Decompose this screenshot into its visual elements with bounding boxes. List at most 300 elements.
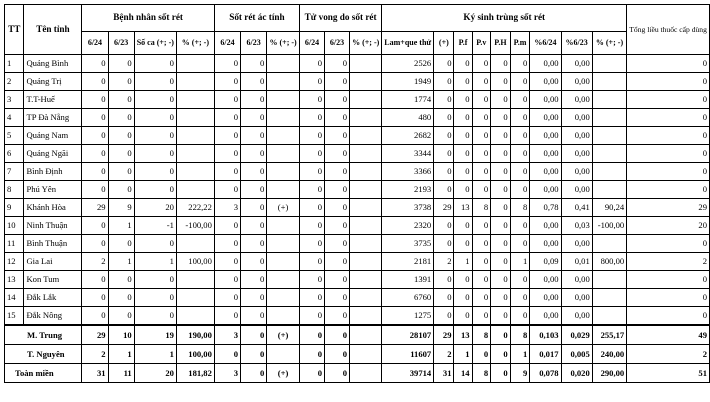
cell-p623: 0,03 bbox=[561, 217, 592, 235]
cell-tv624: 0 bbox=[299, 109, 324, 127]
table-row bbox=[5, 253, 710, 271]
cell-pp bbox=[592, 145, 626, 163]
cell-bnp: 100,00 bbox=[176, 253, 214, 271]
cell-tv623: 0 bbox=[325, 127, 350, 145]
cell-p623: 0,00 bbox=[561, 91, 592, 109]
cell-bnp bbox=[176, 271, 214, 289]
province-name: Kon Tum bbox=[24, 271, 82, 289]
cell-ph: 0 bbox=[491, 145, 511, 163]
cell-ac623: 0 bbox=[241, 145, 267, 163]
cell-bn623: 0 bbox=[108, 91, 134, 109]
cell-pm: 0 bbox=[510, 55, 530, 73]
cell-ac623: 0 bbox=[241, 73, 267, 91]
cell-acp bbox=[267, 91, 300, 109]
header-total-drug: Tổng liều thuốc cấp dùng bbox=[627, 5, 710, 55]
cell-pm: 0 bbox=[510, 271, 530, 289]
cell-ac624: 0 bbox=[214, 91, 240, 109]
summary-tv624: 0 bbox=[299, 325, 324, 345]
cell-tv624: 0 bbox=[299, 271, 324, 289]
table-row bbox=[5, 109, 710, 127]
summary-p624: 0,017 bbox=[530, 345, 561, 364]
cell-lam: 3735 bbox=[382, 235, 434, 253]
cell-bnd: 0 bbox=[134, 163, 176, 181]
cell-p624: 0,00 bbox=[530, 217, 561, 235]
summary-row bbox=[5, 345, 710, 364]
cell-ph: 0 bbox=[491, 127, 511, 145]
cell-ac624: 0 bbox=[214, 217, 240, 235]
cell-pos: 0 bbox=[434, 235, 454, 253]
cell-pp bbox=[592, 109, 626, 127]
row-index: 12 bbox=[5, 253, 24, 271]
cell-p624: 0,00 bbox=[530, 73, 561, 91]
header-pct-623: %6/23 bbox=[561, 32, 592, 55]
header-bn-624: 6/24 bbox=[82, 32, 108, 55]
cell-tv623: 0 bbox=[325, 109, 350, 127]
cell-bn624: 0 bbox=[82, 271, 108, 289]
table-row bbox=[5, 73, 710, 91]
cell-bnd: 0 bbox=[134, 127, 176, 145]
header-ac-pct: % (+; -) bbox=[267, 32, 300, 55]
cell-tv624: 0 bbox=[299, 163, 324, 181]
cell-acp bbox=[267, 109, 300, 127]
cell-tvp bbox=[350, 181, 382, 199]
cell-tv624: 0 bbox=[299, 55, 324, 73]
cell-pm: 0 bbox=[510, 307, 530, 326]
cell-tv624: 0 bbox=[299, 217, 324, 235]
cell-pv: 0 bbox=[472, 181, 491, 199]
cell-bn624: 0 bbox=[82, 307, 108, 326]
cell-pv: 0 bbox=[472, 271, 491, 289]
cell-bnp bbox=[176, 145, 214, 163]
cell-bn623: 0 bbox=[108, 73, 134, 91]
cell-pos: 0 bbox=[434, 55, 454, 73]
summary-acp: (+) bbox=[267, 364, 300, 383]
cell-tv624: 0 bbox=[299, 145, 324, 163]
province-name: T.T-Huế bbox=[24, 91, 82, 109]
cell-bn624: 0 bbox=[82, 235, 108, 253]
cell-bnd: 20 bbox=[134, 199, 176, 217]
header-severe: Sốt rét ác tính bbox=[214, 5, 299, 32]
cell-lam: 2526 bbox=[382, 55, 434, 73]
cell-lam: 2181 bbox=[382, 253, 434, 271]
cell-bnp bbox=[176, 109, 214, 127]
cell-pos: 0 bbox=[434, 289, 454, 307]
cell-pf: 0 bbox=[454, 235, 472, 253]
cell-ac624: 0 bbox=[214, 145, 240, 163]
cell-pp bbox=[592, 271, 626, 289]
header-pv: P.v bbox=[472, 32, 491, 55]
row-index: 1 bbox=[5, 55, 24, 73]
summary-p623: 0,020 bbox=[561, 364, 592, 383]
cell-ph: 0 bbox=[491, 181, 511, 199]
cell-ac623: 0 bbox=[241, 289, 267, 307]
cell-bnp bbox=[176, 235, 214, 253]
table-row bbox=[5, 235, 710, 253]
cell-acp bbox=[267, 145, 300, 163]
cell-p624: 0,00 bbox=[530, 181, 561, 199]
cell-bn623: 1 bbox=[108, 253, 134, 271]
cell-lam: 480 bbox=[382, 109, 434, 127]
summary-tvp bbox=[350, 364, 382, 383]
cell-acp: (+) bbox=[267, 199, 300, 217]
header-ac-623: 6/23 bbox=[241, 32, 267, 55]
cell-ac623: 0 bbox=[241, 199, 267, 217]
cell-bn623: 0 bbox=[108, 145, 134, 163]
header-pm: P.m bbox=[510, 32, 530, 55]
cell-pf: 0 bbox=[454, 73, 472, 91]
cell-ac624: 0 bbox=[214, 55, 240, 73]
cell-tv623: 0 bbox=[325, 235, 350, 253]
summary-drug: 49 bbox=[627, 325, 710, 345]
cell-pv: 0 bbox=[472, 55, 491, 73]
cell-pv: 8 bbox=[472, 199, 491, 217]
cell-pm: 0 bbox=[510, 109, 530, 127]
cell-p624: 0,00 bbox=[530, 289, 561, 307]
cell-lam: 1275 bbox=[382, 307, 434, 326]
summary-pm: 1 bbox=[510, 345, 530, 364]
cell-ac624: 0 bbox=[214, 109, 240, 127]
row-index: 5 bbox=[5, 127, 24, 145]
summary-name: Toàn miền bbox=[5, 364, 82, 383]
summary-p623: 0,029 bbox=[561, 325, 592, 345]
summary-lam: 11607 bbox=[382, 345, 434, 364]
cell-bn623: 1 bbox=[108, 217, 134, 235]
summary-acp: (+) bbox=[267, 325, 300, 345]
cell-tvp bbox=[350, 307, 382, 326]
cell-bnd: 0 bbox=[134, 289, 176, 307]
cell-p624: 0,00 bbox=[530, 235, 561, 253]
header-province: Tên tỉnh bbox=[24, 5, 82, 55]
cell-ph: 0 bbox=[491, 109, 511, 127]
cell-bnp: 222,22 bbox=[176, 199, 214, 217]
cell-bn623: 0 bbox=[108, 127, 134, 145]
cell-ac624: 0 bbox=[214, 289, 240, 307]
cell-tv623: 0 bbox=[325, 307, 350, 326]
cell-tv624: 0 bbox=[299, 307, 324, 326]
cell-tvp bbox=[350, 55, 382, 73]
cell-acp bbox=[267, 127, 300, 145]
cell-pf: 0 bbox=[454, 271, 472, 289]
cell-lam: 3344 bbox=[382, 145, 434, 163]
cell-drug: 0 bbox=[627, 163, 710, 181]
cell-p623: 0,00 bbox=[561, 127, 592, 145]
summary-tv623: 0 bbox=[325, 345, 350, 364]
cell-lam: 2193 bbox=[382, 181, 434, 199]
cell-ph: 0 bbox=[491, 271, 511, 289]
province-name: Quảng Bình bbox=[24, 55, 82, 73]
cell-p624: 0,09 bbox=[530, 253, 561, 271]
cell-bn623: 0 bbox=[108, 181, 134, 199]
summary-bnp: 181,82 bbox=[176, 364, 214, 383]
table-row bbox=[5, 307, 710, 326]
cell-ph: 0 bbox=[491, 235, 511, 253]
header-patients: Bệnh nhân sốt rét bbox=[82, 5, 215, 32]
table-row bbox=[5, 289, 710, 307]
cell-pp: -100,00 bbox=[592, 217, 626, 235]
cell-pp bbox=[592, 307, 626, 326]
summary-pf: 14 bbox=[454, 364, 472, 383]
cell-ac624: 0 bbox=[214, 73, 240, 91]
cell-bn624: 0 bbox=[82, 163, 108, 181]
cell-bn624: 0 bbox=[82, 217, 108, 235]
cell-pm: 0 bbox=[510, 235, 530, 253]
cell-pos: 0 bbox=[434, 307, 454, 326]
cell-tvp bbox=[350, 127, 382, 145]
cell-tvp bbox=[350, 109, 382, 127]
header-tv-pct: % (+; -) bbox=[350, 32, 382, 55]
summary-pf: 1 bbox=[454, 345, 472, 364]
cell-bnp bbox=[176, 91, 214, 109]
summary-bn624: 31 bbox=[82, 364, 108, 383]
cell-p623: 0,00 bbox=[561, 163, 592, 181]
cell-tvp bbox=[350, 73, 382, 91]
cell-ac623: 0 bbox=[241, 235, 267, 253]
cell-bnp bbox=[176, 55, 214, 73]
table-row bbox=[5, 271, 710, 289]
cell-tvp bbox=[350, 253, 382, 271]
cell-p624: 0,00 bbox=[530, 307, 561, 326]
cell-bnd: 0 bbox=[134, 109, 176, 127]
cell-tvp bbox=[350, 289, 382, 307]
summary-ac623: 0 bbox=[241, 325, 267, 345]
cell-pos: 0 bbox=[434, 271, 454, 289]
cell-tv624: 0 bbox=[299, 73, 324, 91]
cell-pf: 13 bbox=[454, 199, 472, 217]
cell-pos: 0 bbox=[434, 127, 454, 145]
cell-bnd: 0 bbox=[134, 55, 176, 73]
cell-tv624: 0 bbox=[299, 91, 324, 109]
cell-bnd: 0 bbox=[134, 91, 176, 109]
cell-p623: 0,41 bbox=[561, 199, 592, 217]
cell-p624: 0,00 bbox=[530, 55, 561, 73]
cell-p623: 0,00 bbox=[561, 55, 592, 73]
cell-ph: 0 bbox=[491, 253, 511, 271]
cell-ph: 0 bbox=[491, 307, 511, 326]
province-name: Khánh Hòa bbox=[24, 199, 82, 217]
summary-pos: 29 bbox=[434, 325, 454, 345]
header-tv-623: 6/23 bbox=[325, 32, 350, 55]
summary-pv: 0 bbox=[472, 345, 491, 364]
cell-lam: 1774 bbox=[382, 91, 434, 109]
cell-bnp: -100,00 bbox=[176, 217, 214, 235]
summary-bn623: 10 bbox=[108, 325, 134, 345]
cell-ph: 0 bbox=[491, 199, 511, 217]
cell-pos: 0 bbox=[434, 145, 454, 163]
cell-bn623: 0 bbox=[108, 271, 134, 289]
cell-bnp bbox=[176, 289, 214, 307]
cell-drug: 0 bbox=[627, 55, 710, 73]
cell-p623: 0,00 bbox=[561, 307, 592, 326]
cell-tvp bbox=[350, 217, 382, 235]
cell-pm: 0 bbox=[510, 145, 530, 163]
cell-ac623: 0 bbox=[241, 127, 267, 145]
cell-acp bbox=[267, 271, 300, 289]
summary-bn624: 29 bbox=[82, 325, 108, 345]
row-index: 2 bbox=[5, 73, 24, 91]
table-row bbox=[5, 217, 710, 235]
cell-bnp bbox=[176, 163, 214, 181]
cell-pm: 0 bbox=[510, 127, 530, 145]
header-tt: TT bbox=[5, 5, 24, 55]
cell-ac623: 0 bbox=[241, 307, 267, 326]
province-name: TP Đà Nẵng bbox=[24, 109, 82, 127]
cell-bnd: 1 bbox=[134, 253, 176, 271]
summary-acp bbox=[267, 345, 300, 364]
summary-pp: 290,00 bbox=[592, 364, 626, 383]
summary-ph: 0 bbox=[491, 325, 511, 345]
cell-pv: 0 bbox=[472, 73, 491, 91]
province-name: Quảng Nam bbox=[24, 127, 82, 145]
cell-bnd: 0 bbox=[134, 271, 176, 289]
cell-bnp bbox=[176, 127, 214, 145]
header-tv-624: 6/24 bbox=[299, 32, 324, 55]
cell-pv: 0 bbox=[472, 145, 491, 163]
cell-ac623: 0 bbox=[241, 181, 267, 199]
cell-pv: 0 bbox=[472, 289, 491, 307]
cell-acp bbox=[267, 307, 300, 326]
cell-acp bbox=[267, 181, 300, 199]
cell-bnd: 0 bbox=[134, 235, 176, 253]
cell-ac624: 0 bbox=[214, 253, 240, 271]
header-bn-623: 6/23 bbox=[108, 32, 134, 55]
cell-drug: 0 bbox=[627, 127, 710, 145]
cell-p624: 0,00 bbox=[530, 109, 561, 127]
cell-tvp bbox=[350, 199, 382, 217]
cell-drug: 0 bbox=[627, 73, 710, 91]
cell-drug: 20 bbox=[627, 217, 710, 235]
summary-pm: 8 bbox=[510, 325, 530, 345]
cell-tv624: 0 bbox=[299, 199, 324, 217]
cell-tv624: 0 bbox=[299, 127, 324, 145]
header-ac-624: 6/24 bbox=[214, 32, 240, 55]
cell-pm: 0 bbox=[510, 181, 530, 199]
cell-p624: 0,00 bbox=[530, 271, 561, 289]
cell-ph: 0 bbox=[491, 73, 511, 91]
summary-tvp bbox=[350, 325, 382, 345]
cell-tv624: 0 bbox=[299, 235, 324, 253]
province-name: Phú Yên bbox=[24, 181, 82, 199]
cell-drug: 0 bbox=[627, 91, 710, 109]
summary-bnd: 20 bbox=[134, 364, 176, 383]
cell-ac623: 0 bbox=[241, 109, 267, 127]
cell-pp bbox=[592, 55, 626, 73]
cell-bn623: 0 bbox=[108, 55, 134, 73]
cell-p623: 0,01 bbox=[561, 253, 592, 271]
table-row bbox=[5, 55, 710, 73]
cell-tv624: 0 bbox=[299, 289, 324, 307]
cell-pm: 0 bbox=[510, 217, 530, 235]
cell-ac623: 0 bbox=[241, 253, 267, 271]
summary-ac624: 3 bbox=[214, 364, 240, 383]
cell-drug: 0 bbox=[627, 235, 710, 253]
row-index: 13 bbox=[5, 271, 24, 289]
cell-bn624: 0 bbox=[82, 109, 108, 127]
cell-pf: 0 bbox=[454, 163, 472, 181]
cell-tv623: 0 bbox=[325, 55, 350, 73]
cell-tv624: 0 bbox=[299, 253, 324, 271]
cell-p623: 0,00 bbox=[561, 73, 592, 91]
cell-tv623: 0 bbox=[325, 199, 350, 217]
header-ks-pct: % (+; -) bbox=[592, 32, 626, 55]
cell-lam: 1391 bbox=[382, 271, 434, 289]
cell-bn624: 2 bbox=[82, 253, 108, 271]
cell-pf: 0 bbox=[454, 127, 472, 145]
cell-ac624: 0 bbox=[214, 307, 240, 326]
cell-bn623: 0 bbox=[108, 307, 134, 326]
summary-drug: 2 bbox=[627, 345, 710, 364]
cell-drug: 0 bbox=[627, 145, 710, 163]
cell-pv: 0 bbox=[472, 217, 491, 235]
province-name: Đắk Lắk bbox=[24, 289, 82, 307]
cell-bnd: -1 bbox=[134, 217, 176, 235]
summary-tv624: 0 bbox=[299, 345, 324, 364]
cell-pf: 0 bbox=[454, 217, 472, 235]
cell-bn624: 0 bbox=[82, 73, 108, 91]
province-name: Gia Lai bbox=[24, 253, 82, 271]
summary-bn623: 11 bbox=[108, 364, 134, 383]
cell-bn624: 0 bbox=[82, 91, 108, 109]
cell-bnp bbox=[176, 307, 214, 326]
province-name: Bình Định bbox=[24, 163, 82, 181]
cell-p624: 0,78 bbox=[530, 199, 561, 217]
cell-drug: 29 bbox=[627, 199, 710, 217]
cell-ac623: 0 bbox=[241, 217, 267, 235]
cell-tv623: 0 bbox=[325, 145, 350, 163]
summary-tvp bbox=[350, 345, 382, 364]
cell-tv624: 0 bbox=[299, 181, 324, 199]
table-row bbox=[5, 181, 710, 199]
cell-lam: 2682 bbox=[382, 127, 434, 145]
cell-bn623: 0 bbox=[108, 235, 134, 253]
cell-p624: 0,00 bbox=[530, 127, 561, 145]
header-lam: Lam+que thử bbox=[382, 32, 434, 55]
cell-pp bbox=[592, 91, 626, 109]
summary-tv624: 0 bbox=[299, 364, 324, 383]
summary-ac623: 0 bbox=[241, 364, 267, 383]
summary-ac624: 0 bbox=[214, 345, 240, 364]
summary-pm: 9 bbox=[510, 364, 530, 383]
cell-bnd: 0 bbox=[134, 181, 176, 199]
cell-ac623: 0 bbox=[241, 55, 267, 73]
province-name: Quảng Ngãi bbox=[24, 145, 82, 163]
header-parasite: Ký sinh trùng sốt rét bbox=[382, 5, 627, 32]
cell-bn624: 29 bbox=[82, 199, 108, 217]
cell-ph: 0 bbox=[491, 55, 511, 73]
cell-ac624: 0 bbox=[214, 181, 240, 199]
header-deaths: Tử vong do sốt rét bbox=[299, 5, 381, 32]
summary-row bbox=[5, 364, 710, 383]
cell-pv: 0 bbox=[472, 253, 491, 271]
cell-pf: 0 bbox=[454, 181, 472, 199]
summary-pv: 8 bbox=[472, 364, 491, 383]
cell-bnd: 0 bbox=[134, 73, 176, 91]
province-name: Bình Thuận bbox=[24, 235, 82, 253]
table-row bbox=[5, 145, 710, 163]
summary-pos: 2 bbox=[434, 345, 454, 364]
cell-tvp bbox=[350, 271, 382, 289]
cell-bnp bbox=[176, 181, 214, 199]
cell-pv: 0 bbox=[472, 91, 491, 109]
cell-ac623: 0 bbox=[241, 163, 267, 181]
summary-name: T. Nguyên bbox=[5, 345, 82, 364]
cell-p623: 0,00 bbox=[561, 235, 592, 253]
province-name: Đắk Nông bbox=[24, 307, 82, 326]
cell-drug: 0 bbox=[627, 109, 710, 127]
summary-row bbox=[5, 325, 710, 345]
summary-bn624: 2 bbox=[82, 345, 108, 364]
row-index: 4 bbox=[5, 109, 24, 127]
summary-ac624: 3 bbox=[214, 325, 240, 345]
